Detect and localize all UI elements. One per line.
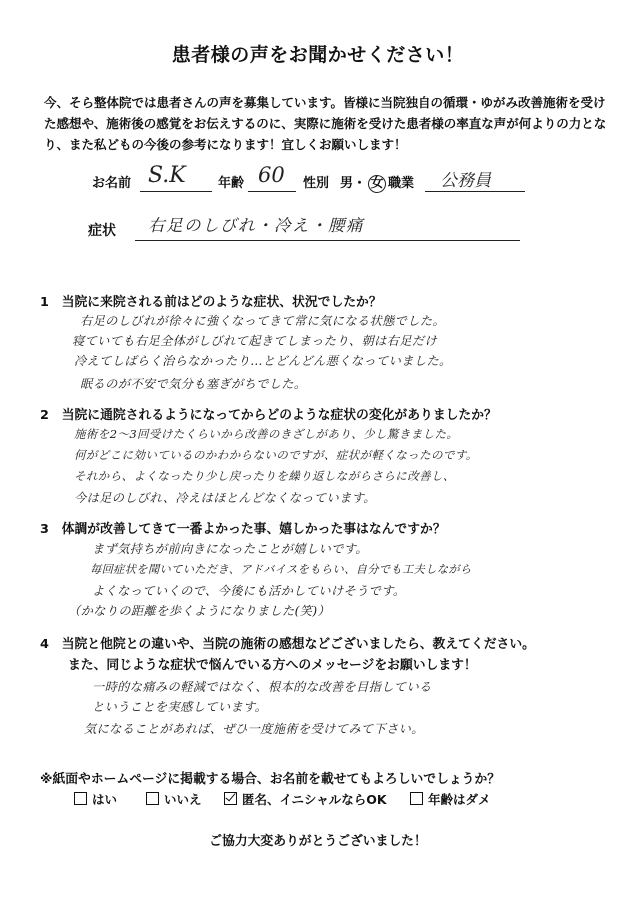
question-4-text-2: また、同じような症状で悩んでいる方へのメッセージをお願いします！ <box>68 658 477 673</box>
answer-4-line-3: 気になることがあれば、ぜひ一度施術を受けてみて下さい。 <box>84 722 424 736</box>
question-1 <box>40 291 382 310</box>
answer-1-line-3: 冷えてしばらく治らなかったり…とどんどん悪くなっていました。 <box>74 354 452 368</box>
age-underline <box>248 191 296 192</box>
closing-message: ご協力大変ありがとうございました！ <box>209 834 427 849</box>
checkbox-no-age[interactable] <box>410 792 423 805</box>
checkbox-yes[interactable] <box>74 792 87 805</box>
sex-female-circled: 女 <box>368 175 386 193</box>
job-underline <box>425 191 525 192</box>
question-3-text: 体調が改善してきて一番よかった事、嬉しかった事はなんですか？ <box>61 522 446 537</box>
symptom-value: 右足のしびれ・冷え・腰痛 <box>148 216 364 235</box>
checkbox-no[interactable] <box>146 792 159 805</box>
answer-3-line-3: よくなっていくので、今後にも活かしていけそうです。 <box>92 584 406 598</box>
question-2 <box>40 404 497 423</box>
option-anonymous-label: 匿名、イニシャルならOK <box>242 792 387 807</box>
job-value: 公務員 <box>440 171 491 191</box>
symptom-underline <box>135 240 520 241</box>
symptom-label: 症状 <box>88 223 116 239</box>
job-label: 職業 <box>388 176 415 191</box>
answer-4-line-1: 一時的な痛みの軽減ではなく、根本的な改善を目指している <box>92 680 432 694</box>
age-value: 60 <box>258 163 285 187</box>
checkbox-anonymous-checked[interactable] <box>224 792 237 805</box>
answer-1-line-1: 右足のしびれが徐々に強くなってきて常に気になる状態でした。 <box>80 314 446 328</box>
answer-3-line-4: （かなりの距離を歩くようになりました(笑)） <box>68 604 331 618</box>
question-4 <box>40 633 535 652</box>
sex-label: 性別 <box>303 176 330 191</box>
consent-question: ※紙面やホームページに掲載する場合、お名前を載せてもよろしいでしょうか？ <box>40 772 501 787</box>
option-no-label: いいえ <box>164 792 202 807</box>
option-no-age-label: 年齢はダメ <box>428 792 491 807</box>
intro-text: 今、そら整体院では患者さんの声を募集しています。皆様に当院独自の循環・ゆがみ改善施術を受けた感想や、施術後の感覚をお伝えするのに、実際に施術を受けた患者様の率直な声が何よりの力となり、また私どもの今後の参考になります！宜しくお願いします！ <box>44 95 607 152</box>
answer-4-line-2: ということを実感しています。 <box>92 700 268 714</box>
question-3 <box>40 518 446 537</box>
sex-options: 男・ 女 <box>340 172 386 193</box>
name-value: S.K <box>148 163 186 188</box>
answer-1-line-4: 眠るのが不安で気分も塞ぎがちでした。 <box>80 377 307 391</box>
answer-3-line-1: まず気持ちが前向きになったことが嬉しいです。 <box>92 542 368 556</box>
answer-1-line-2: 寝ていても右足全体がしびれて起きてしまったり、朝は右足だけ <box>72 334 438 348</box>
answer-2-line-1: 施術を2〜3回受けたくらいから改善のきざしがあり、少し驚きました。 <box>74 427 459 441</box>
answer-2-line-3: それから、よくなったり少し戻ったりを繰り返しながらさらに改善し、 <box>74 469 455 483</box>
consent-option-no[interactable] <box>146 790 202 808</box>
question-4-text: 当院と他院との違いや、当院の施術の感想などございましたら、教えてください。 <box>61 637 535 652</box>
question-1-number: 1 <box>40 295 49 310</box>
question-3-number: 3 <box>40 522 49 537</box>
sex-male: 男 <box>340 176 354 191</box>
question-2-number: 2 <box>40 408 49 423</box>
answer-3-line-2: 毎回症状を聞いていただき、アドバイスをもらい、自分でも工夫しながら <box>90 563 472 576</box>
consent-option-anonymous[interactable] <box>224 790 387 808</box>
answer-2-line-2: 何がどこに効いているのかわからないのですが、症状が軽くなったのです。 <box>74 448 478 462</box>
question-2-text: 当院に通院されるようになってからどのような症状の変化がありましたか？ <box>61 408 497 423</box>
answer-2-line-4: 今は足のしびれ、冷えはほとんどなくなっています。 <box>74 491 376 505</box>
question-4-number: 4 <box>40 637 49 652</box>
consent-option-no-age[interactable] <box>410 790 491 808</box>
page-title: 患者様の声をお聞かせください！ <box>171 44 465 66</box>
consent-option-yes[interactable] <box>74 790 117 808</box>
age-label: 年齢 <box>218 176 245 191</box>
option-yes-label: はい <box>92 792 118 807</box>
name-label: お名前 <box>92 176 132 191</box>
question-1-text: 当院に来院される前はどのような症状、状況でしたか？ <box>61 295 382 310</box>
name-underline <box>140 191 212 192</box>
